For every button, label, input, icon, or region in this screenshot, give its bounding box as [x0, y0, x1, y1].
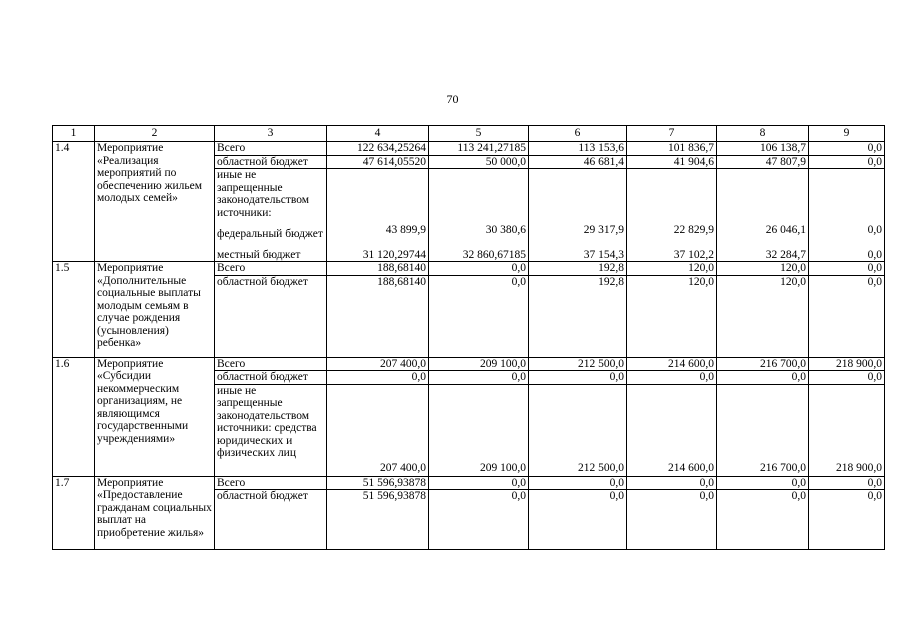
value-cell: [529, 169, 627, 262]
table-row: [53, 476, 885, 490]
value-cell: 0,0: [429, 490, 529, 550]
column-header: 6: [529, 126, 627, 142]
value-cell: 188,68140: [327, 262, 429, 276]
value-line: 29 317,9: [583, 224, 624, 236]
funding-source: областной бюджет: [215, 275, 327, 357]
funding-source: Всего: [215, 476, 327, 490]
value-cell: 120,0: [627, 262, 717, 276]
value-line: 218 900,0: [836, 462, 882, 474]
row-number: 1.5: [53, 262, 95, 358]
value-cell: 192,8: [529, 262, 627, 276]
value-line: 37 154,3: [583, 248, 624, 261]
source-line: федеральный бюджет: [217, 227, 323, 240]
funding-source: областной бюджет: [215, 490, 327, 550]
value-cell: [809, 384, 885, 476]
value-cell: 47 614,05520: [327, 155, 429, 169]
value-cell: 218 900,0: [809, 357, 885, 371]
value-cell: [327, 384, 429, 476]
value-cell: 0,0: [529, 490, 627, 550]
value-cell: [627, 384, 717, 476]
funding-source: Всего: [215, 357, 327, 371]
funding-source: Всего: [215, 142, 327, 156]
value-cell: [717, 169, 809, 262]
column-header: 3: [215, 126, 327, 142]
value-cell: 0,0: [717, 476, 809, 490]
value-cell: 0,0: [429, 262, 529, 276]
column-header: 7: [627, 126, 717, 142]
value-line: 31 120,29744: [362, 248, 426, 261]
row-number: 1.6: [53, 357, 95, 476]
value-line: 214 600,0: [668, 462, 714, 474]
column-header: 1: [53, 126, 95, 142]
column-header: 2: [95, 126, 215, 142]
value-cell: 0,0: [809, 490, 885, 550]
value-line: 26 046,1: [765, 224, 806, 236]
header-row: [53, 126, 885, 142]
value-cell: [627, 169, 717, 262]
budget-table: [52, 125, 885, 550]
column-header: 8: [717, 126, 809, 142]
column-header: 9: [809, 126, 885, 142]
value-cell: 188,68140: [327, 275, 429, 357]
measure-name: Мероприятие «Реализация мероприятий по обеспечению жильем молодых семей»: [95, 142, 215, 262]
row-number: 1.4: [53, 142, 95, 262]
value-cell: 0,0: [529, 476, 627, 490]
value-cell: 0,0: [529, 371, 627, 385]
value-cell: 214 600,0: [627, 357, 717, 371]
value-line: 22 829,9: [673, 224, 714, 236]
value-line: 0,0: [867, 248, 882, 261]
value-line: 212 500,0: [578, 462, 624, 474]
value-cell: 46 681,4: [529, 155, 627, 169]
value-cell: 0,0: [627, 371, 717, 385]
value-cell: 0,0: [429, 371, 529, 385]
value-cell: [327, 169, 429, 262]
value-cell: 0,0: [717, 490, 809, 550]
value-cell: 0,0: [627, 490, 717, 550]
value-cell: 41 904,6: [627, 155, 717, 169]
value-cell: 113 241,27185: [429, 142, 529, 156]
table-row: [53, 262, 885, 276]
value-cell: 0,0: [809, 142, 885, 156]
source-line: местный бюджет: [217, 248, 301, 261]
measure-name: Мероприятие «Дополнительные социальные выплаты молодым семьям в случае рождения (усыновления) ребенка»: [95, 262, 215, 358]
value-cell: 216 700,0: [717, 357, 809, 371]
value-cell: [429, 169, 529, 262]
source-line: иные не запрещенные законодательством источники:: [217, 169, 310, 219]
column-header: 4: [327, 126, 429, 142]
table-row: [53, 142, 885, 156]
value-line: 30 380,6: [485, 224, 526, 236]
value-cell: 0,0: [717, 371, 809, 385]
table-body: [53, 126, 885, 550]
value-cell: 0,0: [429, 275, 529, 357]
value-cell: 212 500,0: [529, 357, 627, 371]
value-cell: 0,0: [327, 371, 429, 385]
value-cell: 209 100,0: [429, 357, 529, 371]
funding-source: областной бюджет: [215, 371, 327, 385]
value-cell: 207 400,0: [327, 357, 429, 371]
value-cell: 122 634,25264: [327, 142, 429, 156]
value-cell: 51 596,93878: [327, 490, 429, 550]
measure-name: Мероприятие «Субсидии некоммерческим организациям, не являющимся государственными учреждениями»: [95, 357, 215, 476]
funding-source: [215, 169, 327, 262]
value-cell: 50 000,0: [429, 155, 529, 169]
value-cell: 47 807,9: [717, 155, 809, 169]
value-line: 32 860,67185: [462, 248, 526, 261]
value-line: 43 899,9: [385, 224, 426, 236]
page-number: 70: [446, 92, 459, 106]
value-cell: 113 153,6: [529, 142, 627, 156]
value-cell: [429, 384, 529, 476]
value-cell: [717, 384, 809, 476]
value-cell: 0,0: [809, 371, 885, 385]
value-cell: 0,0: [809, 275, 885, 357]
measure-name: Мероприятие «Предоставление гражданам социальных выплат на приобретение жилья»: [95, 476, 215, 550]
value-line: 37 102,2: [673, 248, 714, 261]
row-number: 1.7: [53, 476, 95, 550]
value-cell: 0,0: [809, 476, 885, 490]
value-cell: [809, 169, 885, 262]
value-cell: 51 596,93878: [327, 476, 429, 490]
value-cell: 120,0: [717, 262, 809, 276]
value-cell: 0,0: [429, 476, 529, 490]
value-cell: [529, 384, 627, 476]
column-header: 5: [429, 126, 529, 142]
value-line: 216 700,0: [760, 462, 806, 474]
value-line: 207 400,0: [380, 462, 426, 474]
value-cell: 0,0: [809, 155, 885, 169]
funding-source: областной бюджет: [215, 155, 327, 169]
funding-source: Всего: [215, 262, 327, 276]
value-cell: 101 836,7: [627, 142, 717, 156]
value-line: 0,0: [867, 224, 882, 236]
value-line: 32 284,7: [765, 248, 806, 261]
value-cell: 192,8: [529, 275, 627, 357]
value-cell: 106 138,7: [717, 142, 809, 156]
value-cell: 0,0: [627, 476, 717, 490]
value-cell: 120,0: [717, 275, 809, 357]
funding-source: иные не запрещенные законодательством источники: средства юридических и физических лиц: [215, 384, 327, 476]
value-line: 209 100,0: [480, 462, 526, 474]
table-row: [53, 357, 885, 371]
value-cell: 120,0: [627, 275, 717, 357]
value-cell: 0,0: [809, 262, 885, 276]
